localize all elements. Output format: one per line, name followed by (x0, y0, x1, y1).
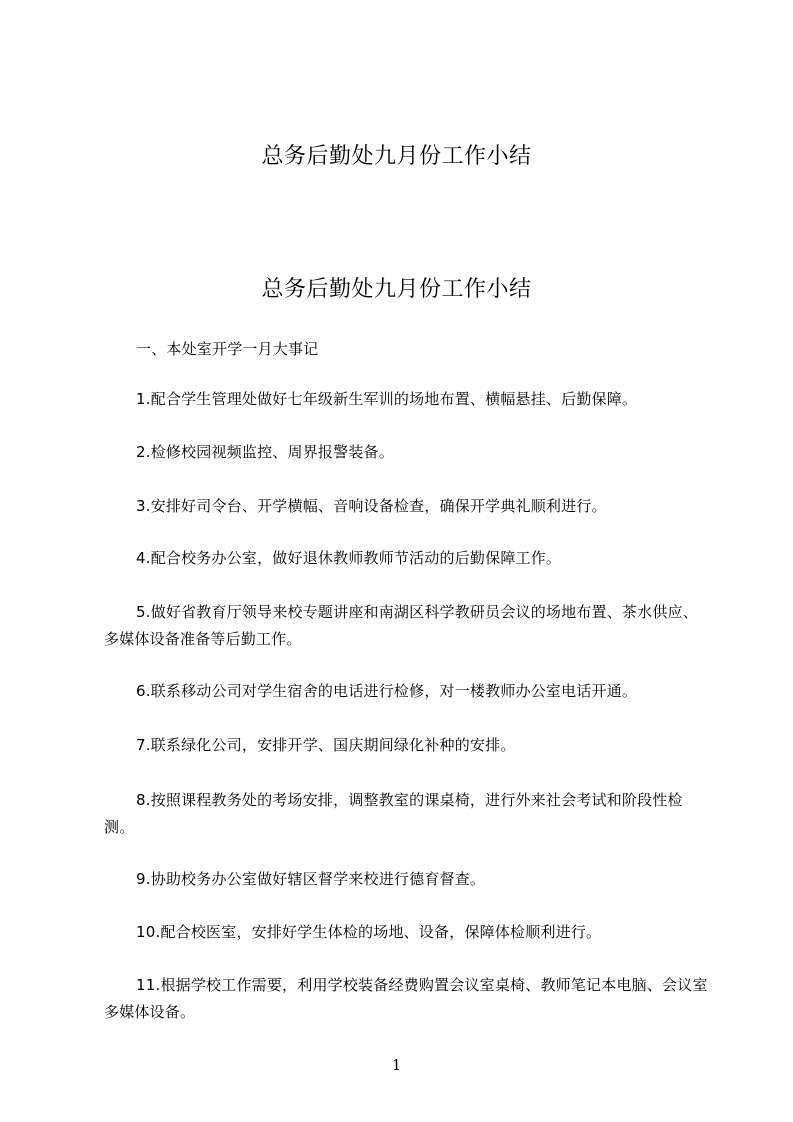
list-item: 1.配合学生管理处做好七年级新生军训的场地布置、横幅悬挂、后勤保障。 (136, 390, 638, 408)
list-item: 7.联系绿化公司，安排开学、国庆期间绿化补种的安排。 (136, 736, 516, 754)
list-item: 9.协助校务办公室做好辖区督学来校进行德育督查。 (136, 870, 486, 888)
list-item: 5.做好省教育厅领导来校专题讲座和南湖区科学教研员会议的场地布置、茶水供应、多媒体设备准备等后勤工作。 (104, 603, 698, 648)
list-item: 8.按照课程教务处的考场安排，调整教室的课桌椅，进行外来社会考试和阶段性检测。 (104, 791, 683, 836)
list-item: 11.根据学校工作需要，利用学校装备经费购置会议室桌椅、教师笔记本电脑、会议室多媒体设备。 (104, 976, 708, 1021)
page-number: 1 (391, 1056, 402, 1074)
list-item: 2.检修校园视频监控、周界报警装备。 (136, 443, 394, 461)
list-item: 4.配合校务办公室，做好退休教师教师节活动的后勤保障工作。 (136, 549, 562, 567)
document-title: 总务后勤处九月份工作小结 (261, 144, 532, 169)
list-item: 10.配合校医室，安排好学生体检的场地、设备，保障体检顺利进行。 (136, 923, 602, 941)
list-item: 3.安排好司令台、开学横幅、音响设备检查，确保开学典礼顺利进行。 (136, 497, 607, 515)
document-subtitle: 总务后勤处九月份工作小结 (261, 277, 532, 302)
list-item: 6.联系移动公司对学生宿舍的电话进行检修，对一楼教师办公室电话开通。 (136, 682, 638, 700)
section-heading: 一、本处室开学一月大事记 (136, 340, 319, 358)
